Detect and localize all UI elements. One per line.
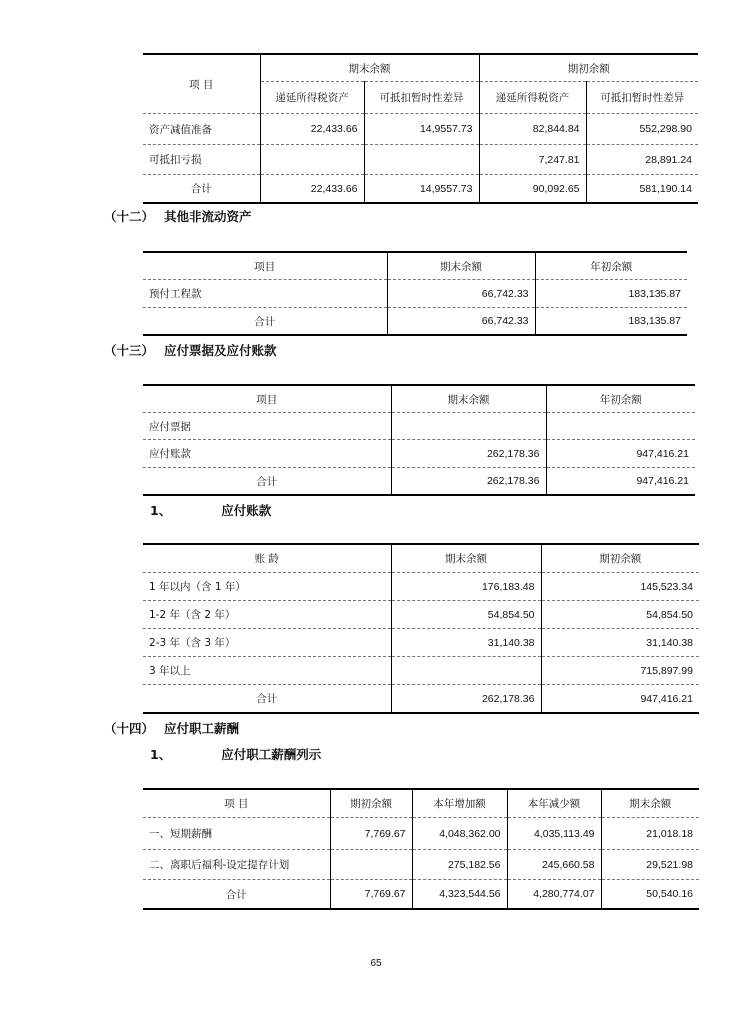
row-label: 合计 (190, 183, 212, 195)
header-begin: 年初余额 (546, 385, 695, 413)
table-row (143, 601, 699, 629)
cell: 50,540.16 (601, 880, 699, 910)
cell: 947,416.21 (546, 440, 695, 468)
header-item: 项目 (143, 385, 391, 413)
cell: 14,9557.73 (364, 114, 479, 145)
cell: 552,298.90 (586, 114, 698, 145)
cell: 28,891.24 (586, 145, 698, 175)
employee-compensation-table (143, 788, 699, 910)
header-sub2: 可抵扣暂时性差异 (364, 82, 479, 114)
cell: 581,190.14 (586, 175, 698, 204)
section13-sub-heading (150, 501, 271, 519)
row-label: 应付票据 (143, 413, 391, 440)
section-number: （十三） (104, 343, 155, 358)
cell: 22,433.66 (260, 114, 364, 145)
header-end: 期末余额 (387, 252, 535, 280)
cell (391, 657, 541, 685)
row-label: 资产减值准备 (143, 114, 260, 145)
row-label: 二、离职后福利-设定提存计划 (143, 850, 330, 880)
cell (364, 145, 479, 175)
cell: 262,178.36 (391, 468, 546, 496)
cell: 66,742.33 (387, 280, 535, 308)
header-item: 项 目 (143, 54, 260, 114)
section13-heading (104, 341, 277, 359)
cell: 4,035,113.49 (507, 818, 601, 850)
cell: 183,135.87 (535, 280, 687, 308)
row-label: 预付工程款 (143, 280, 387, 308)
table-row (143, 818, 699, 850)
header-decrease: 本年减少额 (507, 789, 601, 818)
row-label: 应付账款 (143, 440, 391, 468)
cell: 7,769.67 (330, 818, 412, 850)
table-row-total (143, 685, 699, 714)
table-row (143, 280, 687, 308)
section-number: （十二） (104, 209, 155, 224)
cell: 29,521.98 (601, 850, 699, 880)
table-row (143, 573, 699, 601)
table-row-total (143, 175, 698, 204)
page-number: 65 (370, 958, 382, 969)
header-begin-balance: 期初余额 (479, 54, 698, 82)
cell: 14,9557.73 (364, 175, 479, 204)
header-item: 账 龄 (143, 544, 391, 573)
header-sub4: 可抵扣暂时性差异 (586, 82, 698, 114)
row-label: 3 年以上 (143, 657, 391, 685)
cell: 7,769.67 (330, 880, 412, 910)
cell (546, 413, 695, 440)
cell (330, 850, 412, 880)
row-label: 可抵扣亏损 (143, 145, 260, 175)
table-row (143, 629, 699, 657)
header-sub3: 递延所得税资产 (479, 82, 586, 114)
sub-title: 应付账款 (221, 503, 272, 518)
cell: 7,247.81 (479, 145, 586, 175)
header-end: 期末余额 (391, 544, 541, 573)
header-item: 项 目 (143, 789, 330, 818)
cell: 275,182.56 (412, 850, 507, 880)
table-row-total (143, 880, 699, 910)
section14-sub-heading (150, 745, 321, 763)
table-row-total (143, 468, 695, 496)
cell (260, 145, 364, 175)
section-title: 其他非流动资产 (164, 209, 252, 224)
section12-heading (104, 207, 252, 225)
cell: 66,742.33 (387, 308, 535, 336)
notes-accounts-payable-table (143, 384, 695, 496)
header-end: 期末余额 (391, 385, 546, 413)
header-end: 期末余额 (601, 789, 699, 818)
row-label: 合计 (256, 475, 278, 488)
cell: 22,433.66 (260, 175, 364, 204)
row-label: 合计 (225, 888, 247, 901)
sub-number: 1、 (150, 503, 172, 518)
section-title: 应付职工薪酬 (164, 721, 240, 736)
table-row (143, 114, 698, 145)
section-title: 应付票据及应付账款 (164, 343, 277, 358)
cell: 262,178.36 (391, 685, 541, 714)
row-label: 1 年以内（含 1 年） (143, 573, 391, 601)
cell: 21,018.18 (601, 818, 699, 850)
table-row (143, 850, 699, 880)
header-begin: 年初余额 (535, 252, 687, 280)
header-increase: 本年增加额 (412, 789, 507, 818)
row-label: 合计 (256, 693, 278, 705)
section14-heading (104, 719, 239, 737)
cell: 31,140.38 (391, 629, 541, 657)
section-number: （十四） (104, 721, 155, 736)
sub-title: 应付职工薪酬列示 (221, 747, 322, 762)
deferred-tax-table (143, 53, 698, 204)
cell: 54,854.50 (541, 601, 699, 629)
row-label: 一、短期薪酬 (143, 818, 330, 850)
cell: 4,323,544.56 (412, 880, 507, 910)
header-item: 项目 (143, 252, 387, 280)
cell: 715,897.99 (541, 657, 699, 685)
table-row (143, 413, 695, 440)
cell: 4,280,774.07 (507, 880, 601, 910)
cell: 176,183.48 (391, 573, 541, 601)
row-label: 合计 (254, 315, 276, 328)
table-row (143, 440, 695, 468)
cell: 82,844.84 (479, 114, 586, 145)
cell: 262,178.36 (391, 440, 546, 468)
cell: 947,416.21 (546, 468, 695, 496)
sub-number: 1、 (150, 747, 172, 762)
table-row (143, 145, 698, 175)
header-begin: 期初余额 (330, 789, 412, 818)
aging-table (143, 543, 699, 714)
table-row (143, 657, 699, 685)
other-noncurrent-assets-table (143, 251, 687, 336)
cell: 90,092.65 (479, 175, 586, 204)
cell: 145,523.34 (541, 573, 699, 601)
cell: 947,416.21 (541, 685, 699, 714)
header-begin: 期初余额 (541, 544, 699, 573)
cell: 245,660.58 (507, 850, 601, 880)
cell: 183,135.87 (535, 308, 687, 336)
header-sub1: 递延所得税资产 (260, 82, 364, 114)
row-label: 2-3 年（含 3 年） (143, 629, 391, 657)
cell: 31,140.38 (541, 629, 699, 657)
cell (391, 413, 546, 440)
cell: 54,854.50 (391, 601, 541, 629)
cell: 4,048,362.00 (412, 818, 507, 850)
table-row-total (143, 308, 687, 336)
row-label: 1-2 年（含 2 年） (143, 601, 391, 629)
header-end-balance: 期末余额 (260, 54, 479, 82)
